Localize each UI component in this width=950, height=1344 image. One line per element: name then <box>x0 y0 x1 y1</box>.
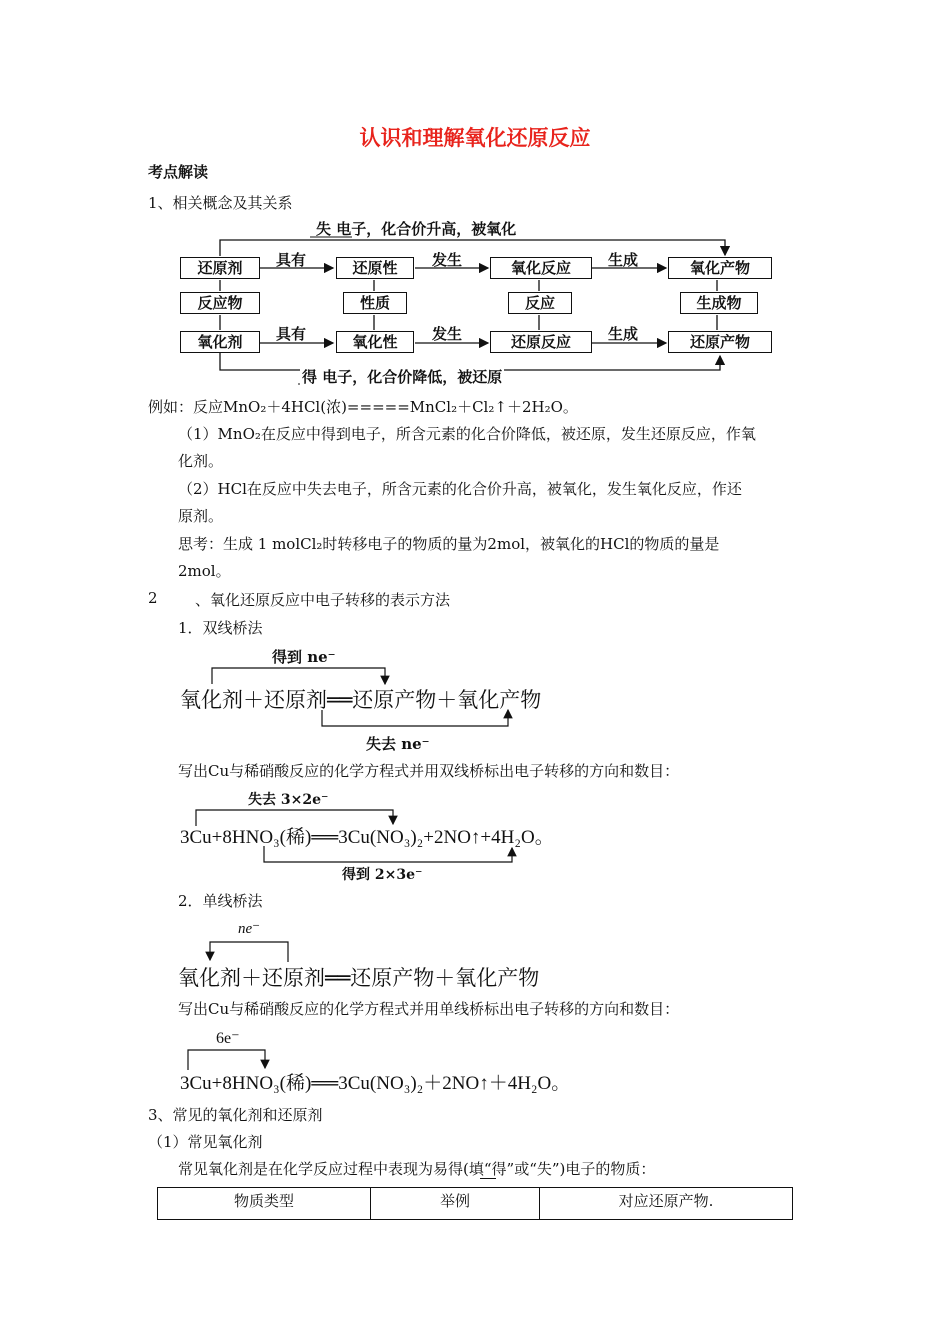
cu-single-label: 6e⁻ <box>216 1030 240 1047</box>
box-oxidizing-agent: 氧化剂 <box>180 331 260 353</box>
sub-heading-single-bridge: 2．单线桥法 <box>178 892 263 910</box>
arrow-label-occur-1: 发生 <box>432 251 463 269</box>
box-reactant: 反应物 <box>180 292 260 314</box>
item-2-number: 2 <box>148 589 158 607</box>
oxidant-table <box>157 1187 793 1220</box>
cu-double-bottom-label: 得到 2×3e⁻ <box>342 867 423 883</box>
table-header-row <box>158 1188 793 1220</box>
table-header-cell: 对应还原产物. <box>540 1188 793 1220</box>
double-bridge-bottom-label: 失去 ne⁻ <box>366 735 430 753</box>
paragraph-2a: （2）HCl在反应中失去电子，所含元素的化合价升高，被氧化，发生氧化反应，作还 <box>178 480 742 498</box>
arrow-label-have-1: 具有 <box>276 251 307 269</box>
box-oxidation-product: 氧化产物 <box>668 257 772 279</box>
single-bridge-equation: 氧化剂＋还原剂══还原产物＋氧化产物 <box>178 966 540 990</box>
cu-double-top-label: 失去 3×2e⁻ <box>248 792 329 808</box>
example-line: 例如：反应MnO₂＋4HCl(浓)=====MnCl₂＋Cl₂↑＋2H₂O。 <box>148 398 578 416</box>
box-oxidation-reaction: 氧化反应 <box>490 257 592 279</box>
arrow-label-occur-2: 发生 <box>432 325 463 343</box>
table-header-cell: 物质类型 <box>158 1188 371 1220</box>
box-reduction-product: 还原产物 <box>668 331 772 353</box>
table-header-cell: 举例 <box>371 1188 540 1220</box>
cu-double-equation: 3Cu+8HNO₃(稀)══3Cu(NO₃)₂+2NO↑+4H₂O。 <box>180 827 554 848</box>
page-title: 认识和理解氧化还原反应 <box>359 126 591 150</box>
paragraph-1b: 化剂。 <box>178 452 224 470</box>
item-3-subheading: （1）常见氧化剂 <box>148 1133 263 1151</box>
question-single-bridge: 写出Cu与稀硝酸反应的化学方程式并用单线桥标出电子转移的方向和数目： <box>178 1000 680 1018</box>
box-reducing-agent: 还原剂 <box>180 257 260 279</box>
box-reaction: 反应 <box>508 292 572 314</box>
arrow-label-generate-1: 生成 <box>608 251 639 269</box>
box-property: 性质 <box>343 292 407 314</box>
item-1-heading: 1、相关概念及其关系 <box>148 194 293 212</box>
single-bridge-label: ne⁻ <box>238 921 261 937</box>
arrow-label-generate-2: 生成 <box>608 325 639 343</box>
item-3-description: 常见氧化剂是在化学反应过程中表现为易得(填“得”或“失”)电子的物质： <box>178 1160 656 1178</box>
diagram-top-label: 失 电子，化合价升高，被氧化 <box>316 220 517 238</box>
diagram-bottom-label: 得 电子，化合价降低，被还原 <box>302 368 503 386</box>
question-double-bridge: 写出Cu与稀硝酸反应的化学方程式并用双线桥标出电子转移的方向和数目： <box>178 762 680 780</box>
paragraph-3b: 2mol。 <box>178 562 231 580</box>
arrow-label-have-2: 具有 <box>276 325 307 343</box>
box-reduction-reaction: 还原反应 <box>490 331 592 353</box>
item-2-heading: 、氧化还原反应中电子转移的表示方法 <box>195 591 451 609</box>
paragraph-1a: （1）MnO₂在反应中得到电子，所含元素的化合价降低，被还原，发生还原反应，作氧 <box>178 425 756 443</box>
paragraph-2b: 原剂。 <box>178 507 224 525</box>
box-product: 生成物 <box>680 292 758 314</box>
section-heading: 考点解读 <box>148 163 209 181</box>
double-bridge-top-label: 得到 ne⁻ <box>272 648 336 666</box>
cu-single-equation: 3Cu+8HNO₃(稀)══3Cu(NO₃)₂＋2NO↑＋4H₂O。 <box>180 1073 571 1094</box>
item-3-heading: 3、常见的氧化剂和还原剂 <box>148 1106 323 1124</box>
double-bridge-equation: 氧化剂＋还原剂══还原产物＋氧化产物 <box>180 688 542 712</box>
box-reducibility: 还原性 <box>336 257 414 279</box>
paragraph-3a: 思考：生成 1 molCl₂时转移电子的物质的量为2mol，被氧化的HCl的物质的量是 <box>178 535 720 553</box>
box-oxidizability: 氧化性 <box>336 331 414 353</box>
underline-de <box>480 1178 496 1179</box>
sub-heading-double-bridge: 1．双线桥法 <box>178 619 263 637</box>
